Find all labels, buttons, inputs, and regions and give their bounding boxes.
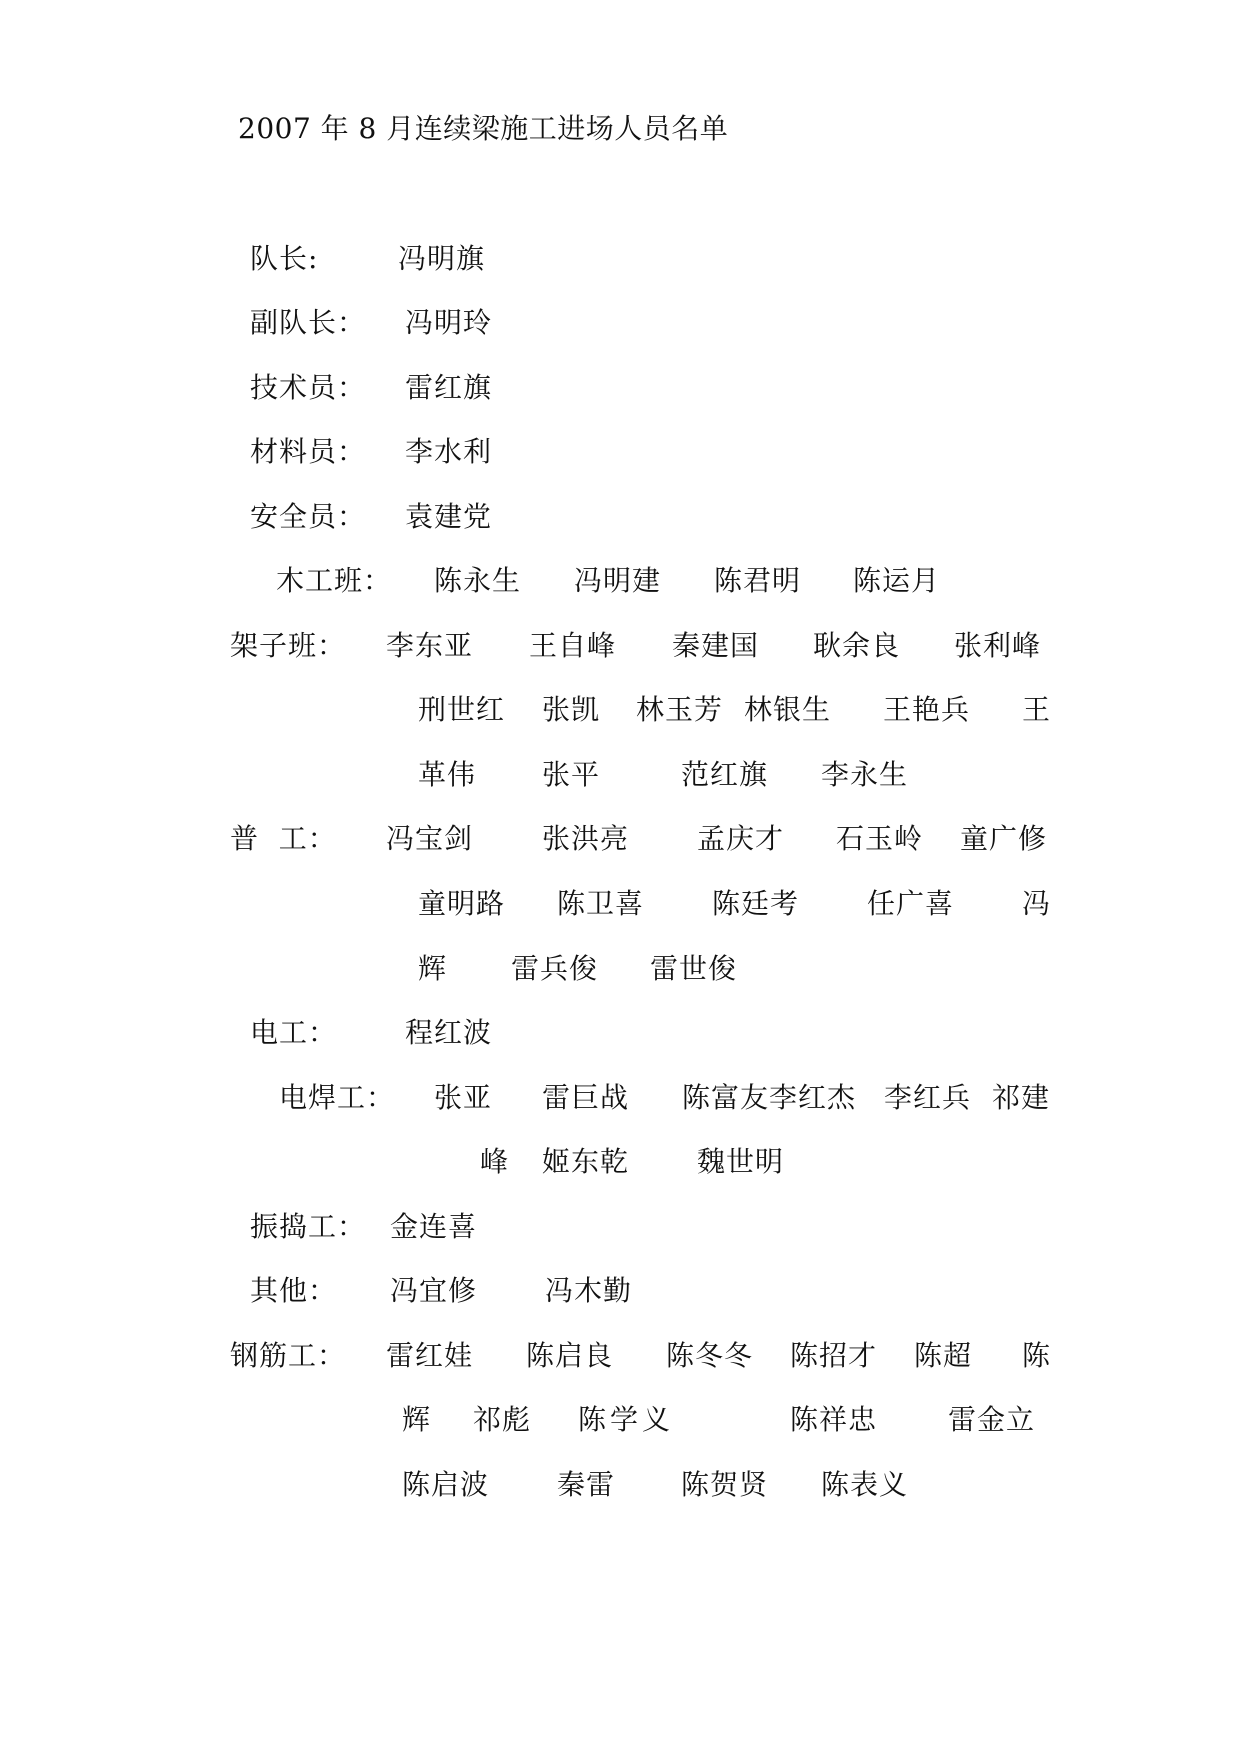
document-title: 2007 年 8 月连续梁施工进场人员名单 <box>238 112 729 145</box>
carpentry-name: 冯明建 <box>574 564 662 597</box>
scaffold-name: 范红旗 <box>681 758 769 791</box>
welder-name: 李红兵 <box>884 1081 972 1114</box>
electrician-name: 程红波 <box>405 1016 493 1049</box>
rebar-name: 陈表义 <box>821 1468 909 1501</box>
rebar-name: 陈招才 <box>790 1339 878 1372</box>
rebar-name: 陈贺贤 <box>681 1468 769 1501</box>
scaffold-name: 刑世红 <box>418 693 506 726</box>
general-name: 童明路 <box>418 887 506 920</box>
other-label: 其他： <box>250 1274 338 1307</box>
vice-captain-label: 副队长： <box>250 306 367 339</box>
scaffold-name: 张利峰 <box>954 629 1042 662</box>
welder-label: 电焊工： <box>279 1081 396 1114</box>
safety-name: 袁建党 <box>405 500 493 533</box>
vice-captain-name: 冯明玲 <box>405 306 493 339</box>
scaffold-name: 王自峰 <box>529 629 617 662</box>
welder-name: 峰 <box>480 1145 510 1178</box>
technician-name: 雷红旗 <box>405 371 493 404</box>
rebar-label: 钢筋工： <box>230 1339 347 1372</box>
scaffold-name: 王 <box>1022 693 1052 726</box>
scaffold-name: 李东亚 <box>386 629 474 662</box>
scaffold-label: 架子班： <box>230 629 347 662</box>
carpentry-name: 陈永生 <box>434 564 522 597</box>
other-name: 冯宜修 <box>390 1274 478 1307</box>
rebar-name: 祁彪 <box>473 1403 532 1436</box>
general-name: 雷兵俊 <box>511 952 599 985</box>
rebar-name: 陈冬冬 <box>666 1339 754 1372</box>
material-label: 材料员： <box>250 435 367 468</box>
vibrator-name: 金连喜 <box>390 1210 478 1243</box>
welder-name: 姬东乾 <box>542 1145 630 1178</box>
general-name: 冯宝剑 <box>386 822 474 855</box>
vibrator-label: 振捣工： <box>250 1210 367 1243</box>
electrician-label: 电工： <box>250 1016 338 1049</box>
scaffold-name: 李永生 <box>821 758 909 791</box>
scaffold-name: 革伟 <box>418 758 477 791</box>
welder-name: 祁建 <box>992 1081 1051 1114</box>
rebar-name: 陈学义 <box>578 1403 675 1436</box>
general-name: 孟庆才 <box>697 822 785 855</box>
general-name: 张洪亮 <box>542 822 630 855</box>
scaffold-name: 耿余良 <box>813 629 901 662</box>
general-name: 童广修 <box>960 822 1048 855</box>
carpentry-name: 陈运月 <box>853 564 941 597</box>
general-label: 普 工： <box>230 822 337 855</box>
scaffold-name: 林银生 <box>744 693 832 726</box>
general-name: 陈廷考 <box>712 887 800 920</box>
captain-label: 队长: <box>250 242 319 275</box>
general-name: 冯 <box>1022 887 1052 920</box>
rebar-name: 雷红娃 <box>386 1339 474 1372</box>
welder-name: 魏世明 <box>697 1145 785 1178</box>
technician-label: 技术员： <box>250 371 367 404</box>
other-name: 冯木勤 <box>545 1274 633 1307</box>
scaffold-name: 王艳兵 <box>883 693 971 726</box>
general-name: 任广喜 <box>867 887 955 920</box>
welder-name: 雷巨战 <box>542 1081 630 1114</box>
rebar-name: 陈超 <box>914 1339 973 1372</box>
safety-label: 安全员： <box>250 500 367 533</box>
scaffold-name: 秦建国 <box>672 629 760 662</box>
general-name: 雷世俊 <box>650 952 738 985</box>
rebar-name: 辉 <box>402 1403 432 1436</box>
carpentry-label: 木工班： <box>276 564 393 597</box>
rebar-name: 陈启波 <box>402 1468 490 1501</box>
rebar-name: 陈祥忠 <box>790 1403 878 1436</box>
general-name: 辉 <box>418 952 448 985</box>
carpentry-name: 陈君明 <box>714 564 802 597</box>
rebar-name: 秦雷 <box>557 1468 616 1501</box>
welder-name: 陈富友李红杰 <box>682 1081 857 1114</box>
rebar-name: 雷金立 <box>948 1403 1036 1436</box>
welder-name: 张亚 <box>434 1081 493 1114</box>
general-name: 石玉岭 <box>836 822 924 855</box>
captain-name: 冯明旗 <box>398 242 486 275</box>
general-name: 陈卫喜 <box>557 887 645 920</box>
scaffold-name: 林玉芳 <box>636 693 724 726</box>
rebar-name: 陈 <box>1022 1339 1052 1372</box>
material-name: 李水利 <box>405 435 493 468</box>
scaffold-name: 张平 <box>542 758 601 791</box>
rebar-name: 陈启良 <box>526 1339 614 1372</box>
scaffold-name: 张凯 <box>542 693 601 726</box>
